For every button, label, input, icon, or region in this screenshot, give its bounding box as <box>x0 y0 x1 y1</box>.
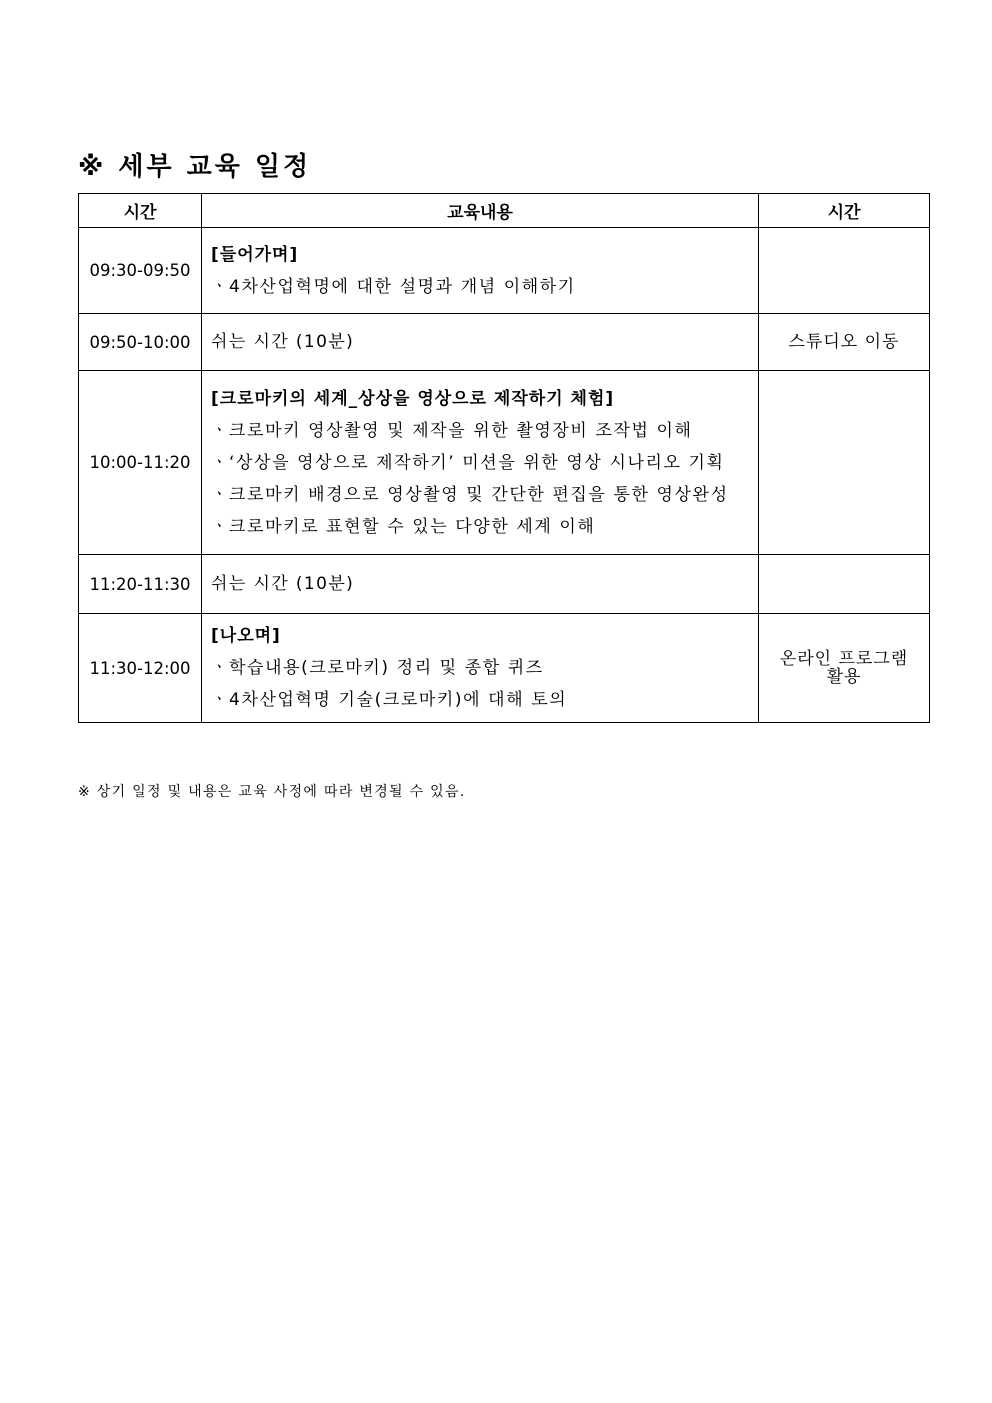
content-cell <box>202 228 759 314</box>
list-item: ㆍ크로마키로 표현할 수 있는 다양한 세계 이해 <box>211 516 596 537</box>
footnote: ※ 상기 일정 및 내용은 교육 사정에 따라 변경될 수 있음. <box>78 784 466 800</box>
list-item: ㆍ4차산업혁명 기술(크로마키)에 대해 토의 <box>211 690 568 710</box>
content-cell <box>202 614 759 723</box>
time-cell: 11:20-11:30 <box>79 555 202 614</box>
page-title: ※ 세부 교육 일정 <box>78 152 312 182</box>
content-cell <box>202 314 759 371</box>
break-text: 쉬는 시간 (10분) <box>211 332 355 352</box>
note-line: 온라인 프로그램 <box>779 649 909 669</box>
table-row <box>79 314 930 371</box>
table-row <box>79 228 930 314</box>
schedule-table <box>78 193 930 723</box>
content-cell <box>202 371 759 555</box>
list-item: ㆍ크로마키 영상촬영 및 제작을 위한 촬영장비 조작법 이해 <box>211 420 693 441</box>
time-cell: 10:00-11:20 <box>79 371 202 555</box>
table-row <box>79 555 930 614</box>
table-row <box>79 614 930 723</box>
time-cell: 09:50-10:00 <box>79 314 202 371</box>
list-item: ㆍ크로마키 배경으로 영상촬영 및 간단한 편집을 통한 영상완성 <box>211 484 729 505</box>
header-time: 시간 <box>79 194 202 228</box>
header-note: 시간 <box>759 194 930 228</box>
section-title: [나오며] <box>211 626 281 646</box>
list-item: ㆍ학습내용(크로마키) 정리 및 종합 퀴즈 <box>211 658 544 678</box>
table-header-row <box>79 194 930 228</box>
time-cell: 11:30-12:00 <box>79 614 202 723</box>
note-cell: 스튜디오 이동 <box>759 314 930 371</box>
note-cell <box>759 371 930 555</box>
list-item: ㆍ4차산업혁명에 대한 설명과 개념 이해하기 <box>211 276 576 297</box>
header-content: 교육내용 <box>202 194 759 228</box>
list-item: ㆍ‘상상을 영상으로 제작하기’ 미션을 위한 영상 시나리오 기획 <box>211 452 725 473</box>
note-cell <box>759 614 930 723</box>
note-line: 활용 <box>826 667 862 687</box>
content-cell <box>202 555 759 614</box>
time-cell: 09:30-09:50 <box>79 228 202 314</box>
section-title: [크로마키의 세계_상상을 영상으로 제작하기 체험] <box>211 388 615 409</box>
table-row <box>79 371 930 555</box>
note-cell <box>759 228 930 314</box>
break-text: 쉬는 시간 (10분) <box>211 574 355 594</box>
section-title: [들어가며] <box>211 244 299 265</box>
note-cell <box>759 555 930 614</box>
